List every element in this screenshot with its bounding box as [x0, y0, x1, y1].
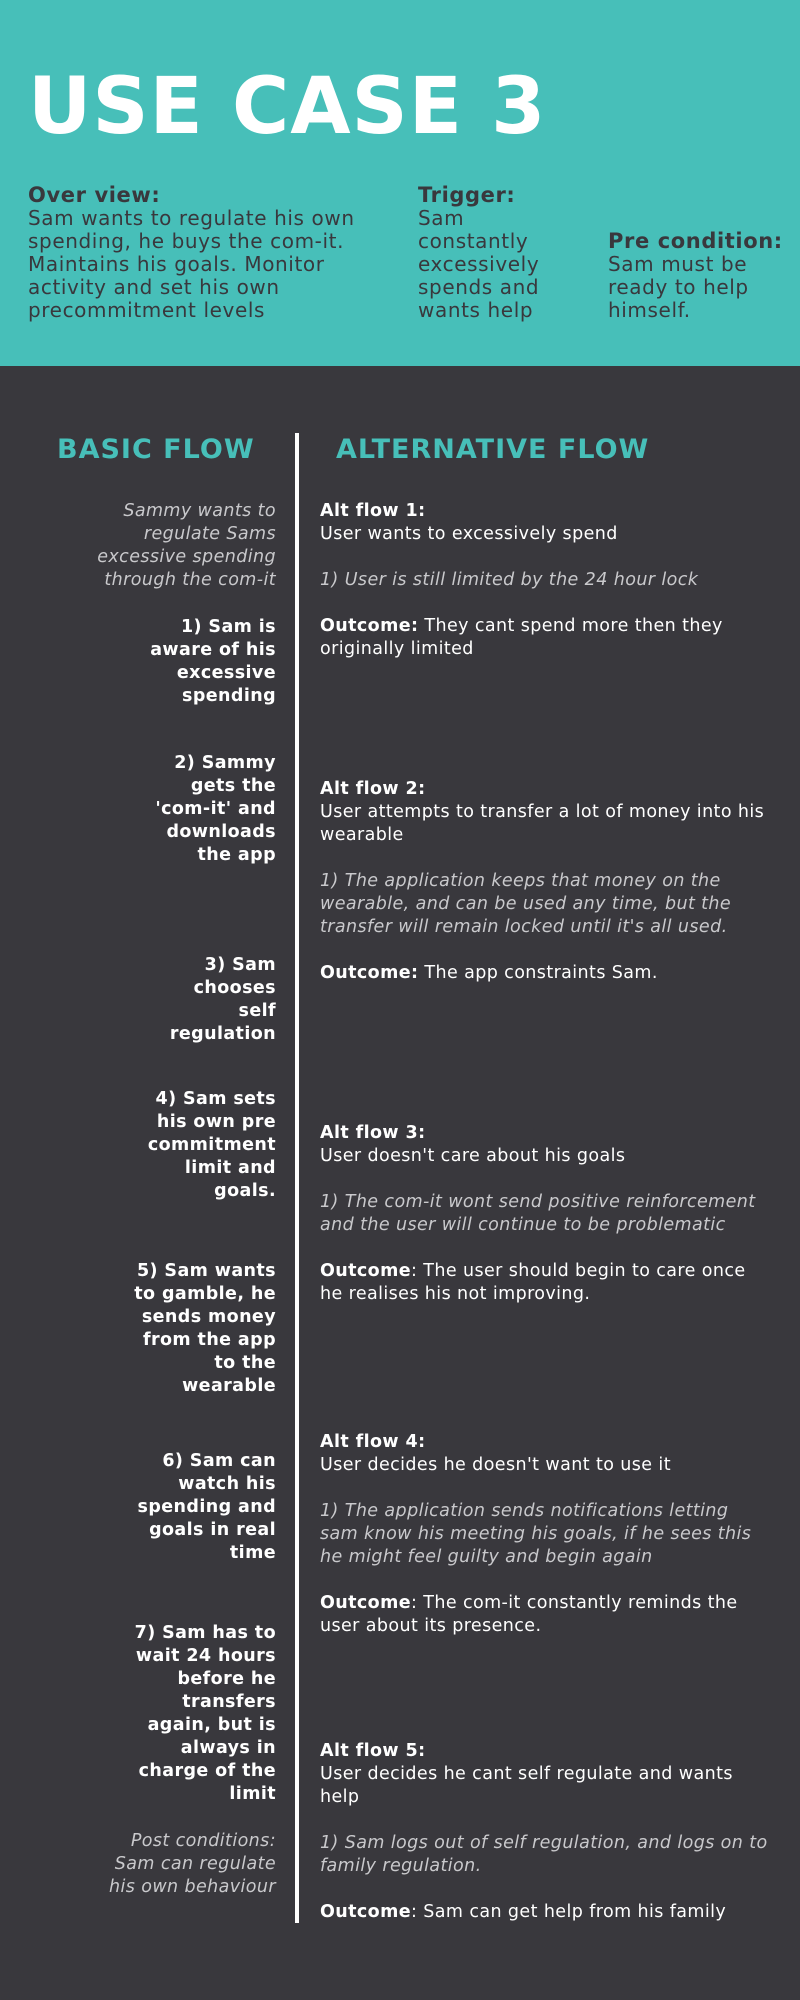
basic-flow-step: 3) Sam chooses self regulation — [169, 955, 276, 1044]
alt-flow-outcome — [320, 1260, 770, 1306]
header-banner — [0, 0, 800, 366]
outcome-text: : Sam can get help from his family — [411, 1902, 727, 1922]
alt-flow-desc: User doesn't care about his goals — [320, 1146, 626, 1166]
trigger-label: Trigger: — [418, 183, 516, 207]
trigger-text: Sam constantly excessively spends and wants help — [418, 206, 540, 322]
basic-flow-step: 5) Sam wants to gamble, he sends money from the app to the wearable — [134, 1261, 276, 1396]
alt-flow-step: 1) The com-it wont send positive reinforcement and the user will continue to be problematic — [320, 1192, 756, 1235]
basic-flow-step: 7) Sam has to wait 24 hours before he transfers again, but is always in charge of the limit — [134, 1623, 276, 1804]
alt-flow-desc: User wants to excessively spend — [320, 524, 618, 544]
precondition-block — [608, 230, 798, 322]
alt-flow-item — [320, 1122, 770, 1306]
outcome-label: Outcome — [320, 1593, 412, 1613]
outcome-text: The app constraints Sam. — [418, 963, 658, 983]
alt-flow-step: 1) The application keeps that money on the wearable, and can be used any time, but the transfer will remain locked until it's all used. — [320, 871, 732, 937]
overview-text: Sam wants to regulate his own spending, he buys the com-it. Maintains his goals. Monitor activity and set his own precommitment levels — [28, 206, 355, 322]
basic-flow-step: 4) Sam sets his own pre commitment limit and goals. — [147, 1089, 276, 1201]
outcome-label: Outcome: — [320, 963, 419, 983]
page-title: USE CASE 3 — [28, 62, 547, 152]
column-divider — [295, 433, 299, 1923]
outcome-text: : The user should begin to care once he realises his not improving. — [320, 1261, 746, 1304]
alt-flow-step: 1) Sam logs out of self regulation, and logs on to family regulation. — [320, 1833, 768, 1876]
overview-label: Over view: — [28, 183, 161, 207]
precondition-text: Sam must be ready to help himself. — [608, 252, 749, 322]
alternative-flow-heading: ALTERNATIVE FLOW — [336, 434, 650, 465]
alt-flow-item — [320, 1740, 770, 1924]
basic-flow-step: 1) Sam is aware of his excessive spending — [150, 617, 276, 706]
outcome-text: They cant spend more then they originally limited — [320, 616, 723, 659]
alt-flow-label: Alt flow 4: — [320, 1432, 426, 1452]
alt-flow-item — [320, 778, 770, 985]
precondition-label: Pre condition: — [608, 229, 783, 253]
alt-flow-outcome — [320, 615, 770, 661]
alt-flow-desc: User decides he cant self regulate and wants help — [320, 1764, 733, 1807]
trigger-block — [418, 184, 568, 322]
alt-flow-outcome — [320, 1592, 770, 1638]
basic-flow-step: 2) Sammy gets the 'com-it' and downloads the app — [155, 753, 276, 865]
outcome-text: : The com-it constantly reminds the user about its presence. — [320, 1593, 738, 1636]
alt-flow-label: Alt flow 3: — [320, 1123, 426, 1143]
basic-flow-heading: BASIC FLOW — [57, 434, 255, 465]
outcome-label: Outcome — [320, 1261, 412, 1281]
alt-flow-label: Alt flow 5: — [320, 1741, 426, 1761]
alt-flow-label: Alt flow 1: — [320, 501, 426, 521]
outcome-label: Outcome — [320, 1902, 412, 1922]
alt-flow-outcome — [320, 1901, 770, 1924]
alt-flow-desc: User attempts to transfer a lot of money into his wearable — [320, 802, 765, 845]
post-conditions: Post conditions: Sam can regulate his own behaviour — [108, 1831, 276, 1897]
outcome-label: Outcome: — [320, 616, 419, 636]
alt-flow-label: Alt flow 2: — [320, 779, 426, 799]
alt-flow-item — [320, 500, 770, 661]
basic-flow-intro: Sammy wants to regulate Sams excessive spending through the com-it — [97, 501, 276, 590]
overview-block — [28, 184, 388, 322]
alt-flow-desc: User decides he doesn't want to use it — [320, 1455, 671, 1475]
basic-flow-step: 6) Sam can watch his spending and goals in real time — [137, 1451, 276, 1563]
alt-flow-step: 1) The application sends notifications letting sam know his meeting his goals, if he sees this he might feel guilty and begin again — [320, 1501, 752, 1567]
alt-flow-item — [320, 1431, 770, 1638]
alt-flow-step: 1) User is still limited by the 24 hour lock — [320, 570, 699, 590]
alt-flow-outcome — [320, 962, 770, 985]
